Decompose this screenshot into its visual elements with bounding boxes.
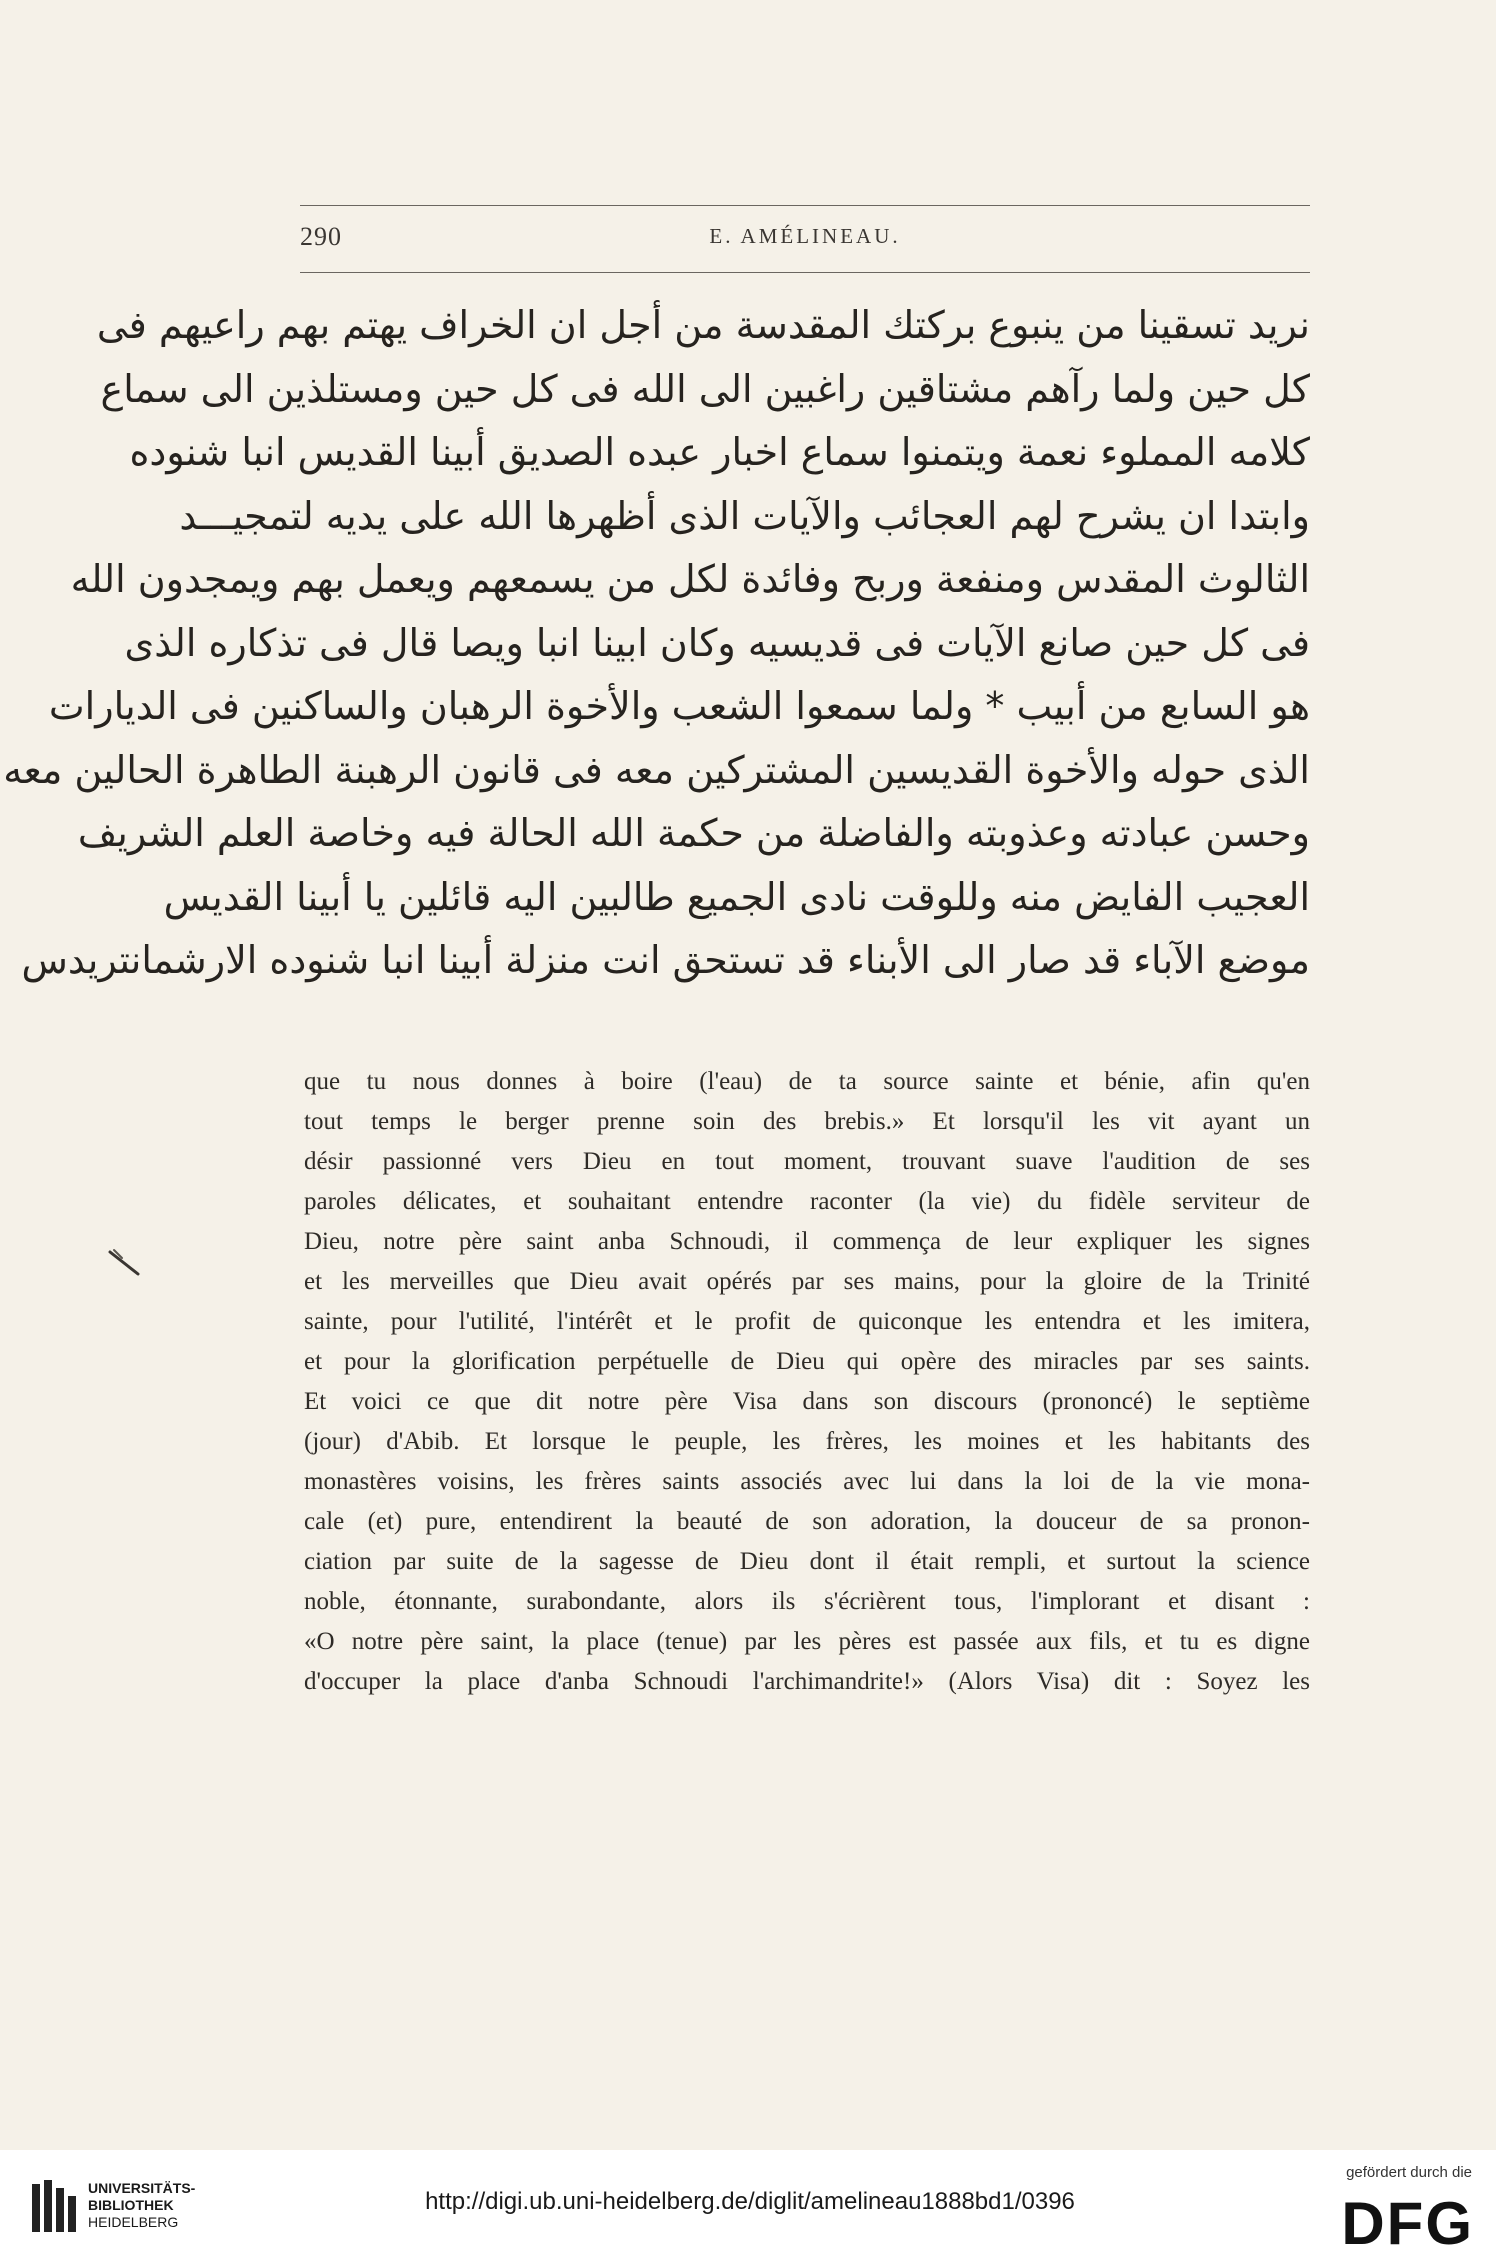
heidelberg-library-logo-icon[interactable] bbox=[30, 2178, 80, 2234]
french-translation-block bbox=[304, 1062, 1310, 1702]
arabic-line: فى كل حين صانع الآيات فى قديسيه وكان ابينا انبا ويصا قال فى تذكاره الذى bbox=[124, 620, 1310, 665]
arabic-line: موضع الآباء قد صار الى الأبناء قد تستحق انت منزلة أبينا انبا شنوده الارشمانتريدس bbox=[21, 938, 1310, 982]
permalink-url[interactable]: http://digi.ub.uni-heidelberg.de/diglit/amelineau1888bd1/0396 bbox=[425, 2188, 1075, 2215]
french-line: et les merveilles que Dieu avait opérés par ses mains, pour la gloire de la Trinité bbox=[304, 1268, 1310, 1295]
page-number: 290 bbox=[300, 222, 342, 251]
arabic-line: الذى حوله والأخوة القديسين المشتركين معه فى قانون الرهبنة الطاهرة الحالين معه bbox=[3, 747, 1310, 792]
library-name-line: HEIDELBERG bbox=[88, 2214, 179, 2230]
arabic-line: وابتدا ان يشرح لهم العجائب والآيات الذى أظهرها الله على يديه لتمجيـــد bbox=[179, 493, 1310, 538]
french-line: que tu nous donnes à boire (l'eau) de ta source sainte et bénie, afin qu'en bbox=[304, 1068, 1310, 1095]
page-header bbox=[300, 205, 1310, 273]
arabic-line: الثالوث المقدس ومنفعة وربح وفائدة لكل من يسمعهم ويعمل بهم ويمجدون الله bbox=[70, 557, 1310, 601]
arabic-line: نريد تسقينا من ينبوع بركتك المقدسة من أجل ان الخراف يهتم بهم راعيهم فى bbox=[96, 303, 1310, 347]
arabic-line: هو السابع من أبيب * ولما سمعوا الشعب والأخوة الرهبان والساكنين فى الديارات bbox=[48, 684, 1310, 728]
library-name-line: UNIVERSITÄTS- bbox=[88, 2180, 196, 2196]
french-line: monastères voisins, les frères saints associés avec lui dans la loi de la vie mona- bbox=[304, 1468, 1310, 1495]
french-line: cale (et) pure, entendirent la beauté de son adoration, la douceur de sa pronon- bbox=[304, 1508, 1310, 1535]
arabic-line: كلامه المملوء نعمة ويتمنوا سماع اخبار عبده الصديق أبينا القديس انبا شنوده bbox=[129, 430, 1310, 474]
french-line: et pour la glorification perpétuelle de Dieu qui opère des miracles par ses saints. bbox=[304, 1348, 1310, 1375]
dfg-logo[interactable]: DFG bbox=[1341, 2190, 1474, 2257]
french-line: ciation par suite de la sagesse de Dieu dont il était rempli, et surtout la science bbox=[304, 1548, 1310, 1575]
arabic-line: العجيب الفايض منه وللوقت نادى الجميع طالبين اليه قائلين يا أبينا القديس bbox=[163, 874, 1310, 919]
french-line: paroles délicates, et souhaitant entendre raconter (la vie) du fidèle serviteur de bbox=[304, 1188, 1310, 1215]
french-line: Et voici ce que dit notre père Visa dans son discours (prononcé) le septième bbox=[304, 1388, 1310, 1415]
arabic-text-block bbox=[3, 294, 1310, 993]
french-line: «O notre père saint, la place (tenue) par les pères est passée aux fils, et tu es digne bbox=[304, 1628, 1310, 1655]
french-line: sainte, pour l'utilité, l'intérêt et le profit de quiconque les entendra et les imitera, bbox=[304, 1308, 1310, 1335]
french-line: (jour) d'Abib. Et lorsque le peuple, les frères, les moines et les habitants des bbox=[304, 1428, 1310, 1455]
sponsor-text: gefördert durch die bbox=[1346, 2164, 1472, 2181]
arabic-line: وحسن عبادته وعذوبته والفاضلة من حكمة الله الحالة فيه وخاصة العلم الشريف bbox=[77, 811, 1310, 855]
library-name[interactable] bbox=[88, 2180, 195, 2231]
french-line: tout temps le berger prenne soin des brebis.» Et lorsqu'il les vit ayant un bbox=[304, 1108, 1310, 1135]
running-head: E. AMÉLINEAU. bbox=[709, 224, 901, 248]
viewer-footer bbox=[0, 2150, 1496, 2266]
pencil-stroke-mark-icon bbox=[108, 1248, 142, 1278]
french-line: noble, étonnante, surabondante, alors ils s'écrièrent tous, l'implorant et disant : bbox=[304, 1588, 1310, 1615]
arabic-line: كل حين ولما رآهم مشتاقين راغبين الى الله فى كل حين ومستلذين الى سماع bbox=[100, 366, 1310, 411]
library-name-line: BIBLIOTHEK bbox=[88, 2197, 174, 2213]
french-line: Dieu, notre père saint anba Schnoudi, il commença de leur expliquer les signes bbox=[304, 1228, 1310, 1255]
french-line: désir passionné vers Dieu en tout moment, trouvant suave l'audition de ses bbox=[304, 1148, 1310, 1175]
french-line: d'occuper la place d'anba Schnoudi l'archimandrite!» (Alors Visa) dit : Soyez les bbox=[304, 1668, 1310, 1695]
